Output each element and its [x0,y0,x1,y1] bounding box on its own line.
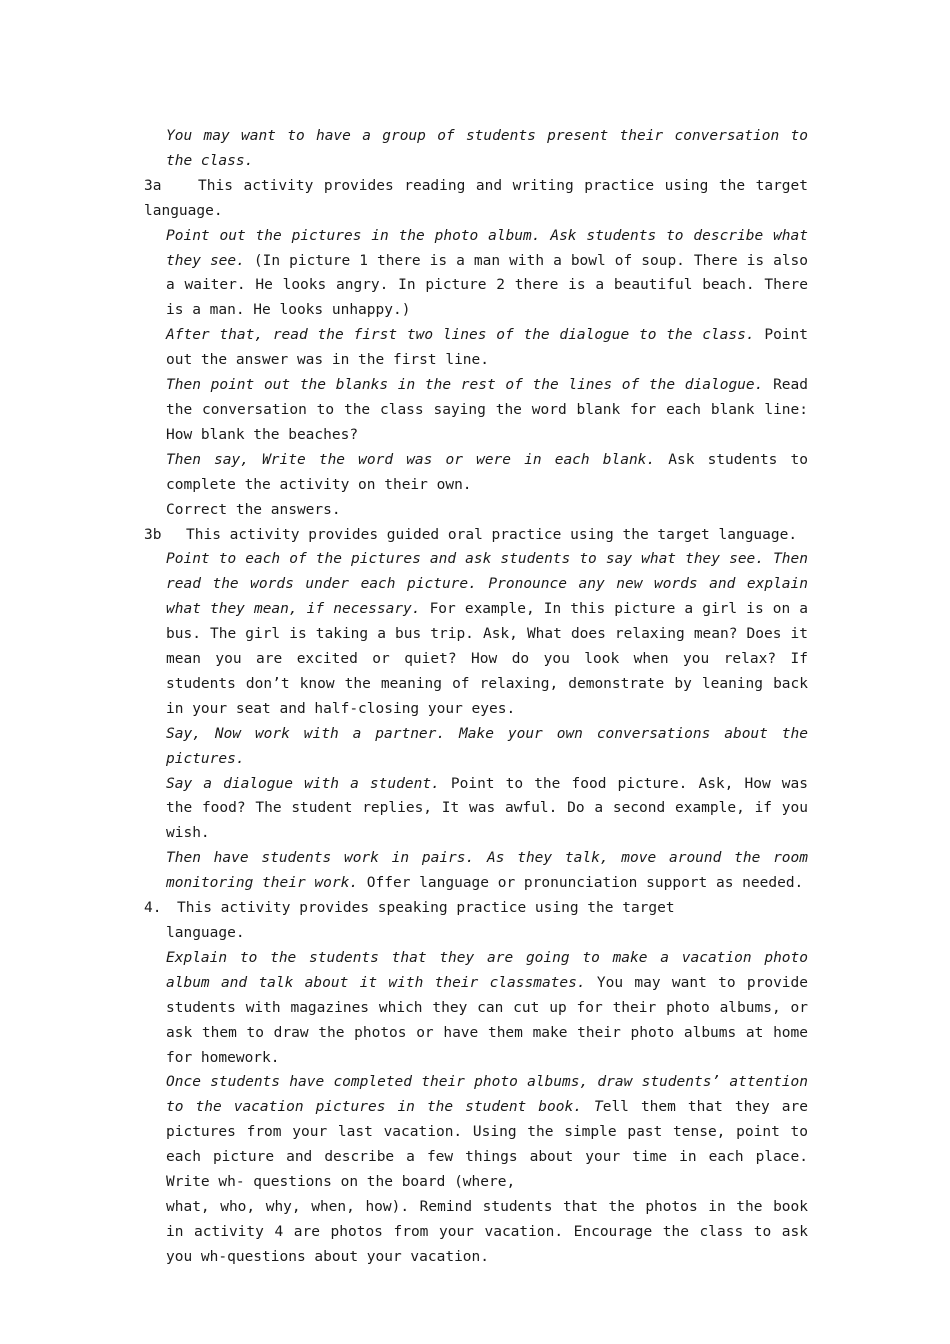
instruction-text: Point to the food picture. Ask, How was the food? The student replies, It was awful. Do a second example, if you wish. [166,775,808,842]
section-number: 3b [144,526,162,543]
instruction-italic: After that, read the first two lines of the dialogue to the class. [166,327,755,344]
paragraph-photo-album [144,224,808,324]
paragraph-point-to-pictures [144,547,808,721]
paragraph-correct-answers [144,498,808,523]
instruction-text: Point out the answer was in the first line. [166,327,808,369]
instruction-italic: Then have students work in pairs. As they talk, move around the room monitoring their work. [166,850,808,892]
paragraph-first-two-lines [144,323,808,373]
section-description: This activity provides speaking practice using the target [177,900,675,917]
instruction-text: You may want to provide students with magazines which they can cut up for their photo albums, or ask them to draw the photos or have them make their photo albums at home for homework. [166,974,809,1066]
instruction-italic: You may want to have a group of students present their conversation to the class. [166,128,808,169]
paragraph-blanks [144,373,808,448]
paragraph-dialogue-with-student [144,772,808,847]
section-description: This activity provides guided oral practice using the target language. [186,526,798,543]
instruction-italic: Say a dialogue with a student. [166,775,440,792]
paragraph-pairs [144,846,808,896]
instruction-italic: Once students have completed their photo albums, draw students’ attention to the vacation pictures in the student book. T [166,1074,808,1116]
instruction-text: (In picture 1 there is a man with a bowl of soup. There is also a waiter. He looks angry. In picture 2 there is a beautiful beach. There is a man. He looks unhappy.) [166,252,809,319]
section-description: This activity provides reading and writing practice using the target language. [144,177,808,219]
instruction-text: Read the conversation to the class saying the word blank for each blank line: How blank the beaches? [166,377,808,443]
section-3b-heading [144,523,808,548]
section-4-heading-continued: language. [166,925,245,941]
instruction-italic: Point out the pictures in the photo album. Ask students to describe what they see. [166,227,808,269]
instruction-italic: Say, Now work with a partner. Make your own conversations about the pictures. [166,725,808,767]
paragraph-was-were [144,448,808,498]
instruction-text: For example, In this picture a girl is on a bus. The girl is taking a bus trip. Ask, What does relaxing mean? Does it mean you are excited or quiet? How do you look when you relax? If students don’t know the meaning of relaxing, demonstrate by leaning back in your seat and half-closing your eyes. [166,601,808,717]
section-number: 3a [144,177,162,194]
instruction-text: ell them that they are pictures from your last vacation. Using the simple past tense, point to each picture and describe a few things about your time in each place. Write wh- questions on the board (where, [166,1099,808,1191]
instruction-text: what, who, why, when, how). Remind students that the photos in the book in activity 4 are photos from your vacation. Encourage the class to ask you wh-questions about your vacation. [166,1198,808,1265]
paragraph-vacation-pictures [144,1070,808,1195]
instruction-text: Correct the answers. [166,501,341,518]
paragraph-work-with-partner [144,722,808,772]
section-4-heading [144,896,808,921]
section-number: 4. [144,900,162,917]
instruction-italic: Then point out the blanks in the rest of the lines of the dialogue. [166,377,764,394]
instruction-text: Ask students to complete the activity on their own. [166,451,808,493]
instruction-text: Offer language or pronunciation support as needed. [358,875,804,892]
section-3a-heading [144,174,808,224]
instruction-italic: Then say, Write the word was or were in each blank. [166,451,656,468]
instruction-italic: Explain to the students that they are going to make a vacation photo album and talk about it with their classmates. [166,949,808,991]
paragraph-photo-album-project [144,946,808,1071]
paragraph-wh-questions [144,1195,808,1270]
document-page [144,124,808,1270]
paragraph-group-presentation [144,124,808,174]
instruction-italic: Point to each of the pictures and ask students to say what they see. Then read the words under each picture. Pronounce any new words and explain what they mean, if necessary. [166,551,808,618]
